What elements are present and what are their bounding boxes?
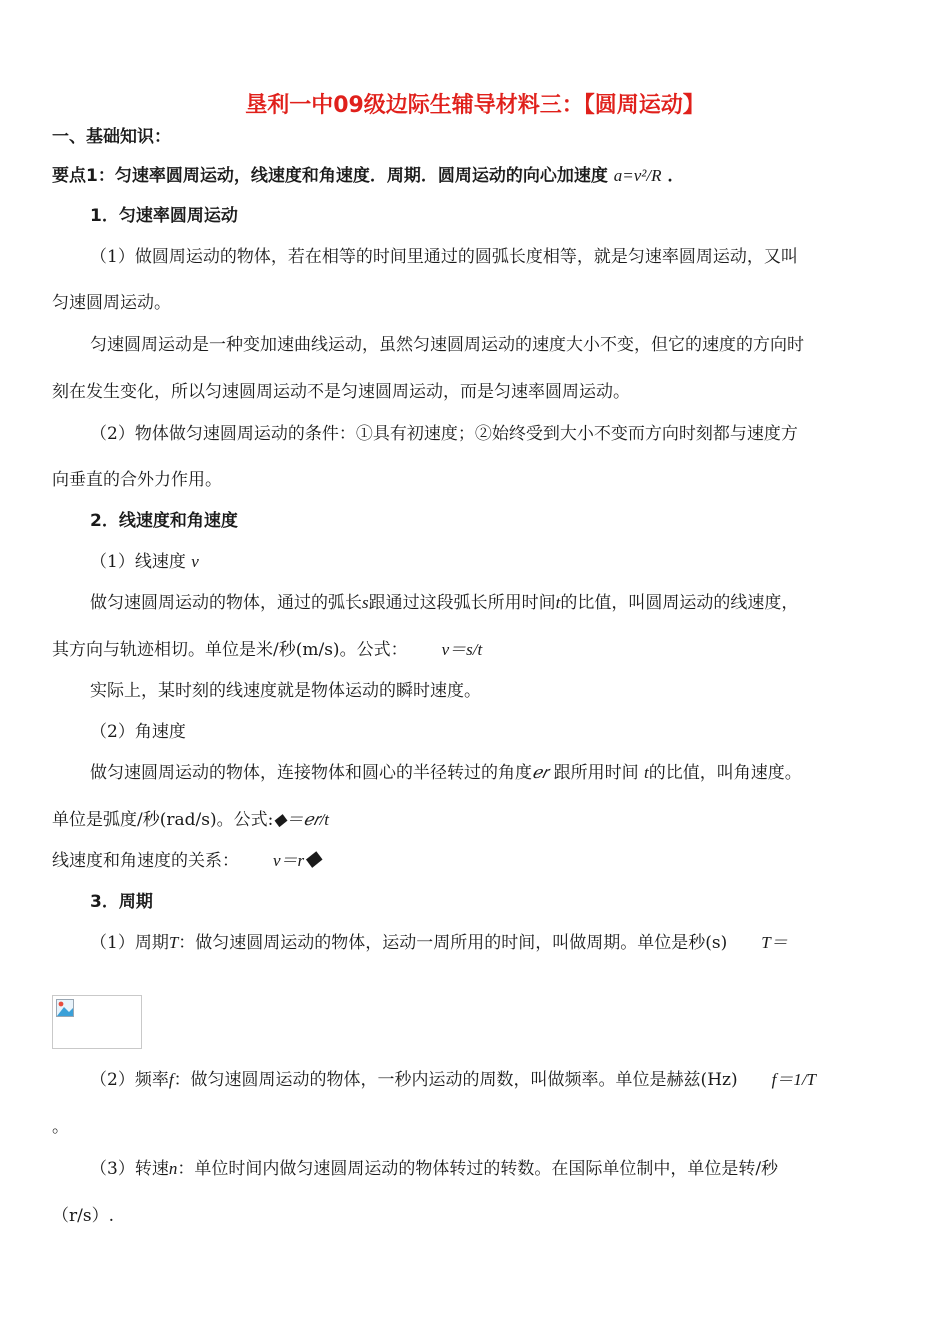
paragraph-line: 刻在发生变化，所以匀速圆周运动不是匀速圆周运动，而是匀速率圆周运动。 [52,382,630,402]
text-span: ：做匀速圆周运动的物体，运动一周所用的时间，叫做周期。单位是秒(s) [178,933,728,953]
key-point-1-end: ． [667,166,685,186]
symbol-n: n [168,1159,178,1178]
subheading-velocity: 2．线速度和角速度 [90,511,238,531]
text-span: 线速度和角速度的关系： [52,851,239,871]
text-span: 其方向与轨迹相切。单位是米/秒(m/s)。公式： [52,640,408,660]
centripetal-formula: a=v²/R [613,166,662,185]
symbol-T: T [168,933,179,952]
subheading-period: 3．周期 [90,892,153,912]
text-span: （1）周期 [90,933,169,953]
formula-frequency: f＝1/T [771,1070,817,1089]
symbol-t: t [555,593,561,612]
section-heading-basics: 一、基础知识： [52,127,171,147]
paragraph-line: 。 [52,1117,69,1137]
paragraph-line: （r/s）. [52,1206,114,1226]
formula-period: T＝ [761,933,788,952]
symbol-v: v [191,552,199,571]
text-span: ：做匀速圆周运动的物体，一秒内运动的周数，叫做频率。单位是赫兹(Hz) [173,1070,738,1090]
text-span: 的比值，叫圆周运动的线速度， [560,593,799,613]
angular-velocity-heading: （2）角速度 [90,722,186,742]
paragraph-line [52,809,329,831]
symbol-angle: ℯ𝑟 [532,763,549,782]
paragraph-line [52,639,482,661]
formula-angular-velocity: ◆＝ℯ𝑟/t [273,810,330,829]
symbol-f: f [168,1070,174,1089]
text-span: 的比值，叫角速度。 [648,763,802,783]
paragraph-line: 匀速圆周运动是一种变加速曲线运动，虽然匀速圆周运动的速度大小不变，但它的速度的方向时 [90,335,804,355]
text-span: （2）频率 [90,1070,169,1090]
broken-image-icon [56,999,74,1017]
paragraph-line: 向垂直的合外力作用。 [52,470,222,490]
formula-velocity-relation: v＝r◆ [273,851,322,870]
paragraph-line [90,1069,816,1091]
paragraph-line [90,592,798,614]
linear-velocity-label: （1）线速度 [90,552,186,572]
symbol-t: t [643,763,649,782]
linear-velocity-heading [90,551,199,573]
formula-image-placeholder [52,995,142,1049]
paragraph-line: （1）做圆周运动的物体，若在相等的时间里通过的圆弧长度相等，就是匀速率圆周运动，又叫 [90,247,798,267]
subheading-uniform-circular: 1．匀速率圆周运动 [90,206,238,226]
formula-linear-velocity: v＝s/t [441,640,483,659]
paragraph-line [90,762,802,784]
key-point-1-text: 要点1：匀速率圆周运动，线速度和角速度．周期．圆周运动的向心加速度 [52,166,608,186]
paragraph-line: （2）物体做匀速圆周运动的条件：①具有初速度；②始终受到大小不变而方向时刻都与速度方 [90,424,798,444]
paragraph-line [90,932,788,954]
paragraph-line [90,1158,778,1180]
symbol-s: s [362,593,369,612]
text-span: 做匀速圆周运动的物体，通过的弧长 [90,593,362,613]
text-span: 跟通过这段弧长所用时间 [368,593,556,613]
text-span: 跟所用时间 [553,763,639,783]
paragraph-line: 实际上，某时刻的线速度就是物体运动的瞬时速度。 [90,681,481,701]
text-span: ：单位时间内做匀速圆周运动的物体转过的转数。在国际单位制中，单位是转/秒 [177,1159,779,1179]
text-span: 单位是弧度/秒(rad/s)。公式: [52,810,274,830]
document-title: 垦利一中09级边际生辅导材料三：【圆周运动】 [245,93,705,118]
key-point-1 [52,165,684,187]
paragraph-line: 匀速圆周运动。 [52,293,171,313]
paragraph-line [52,850,321,872]
text-span: 做匀速圆周运动的物体，连接物体和圆心的半径转过的角度 [90,763,532,783]
text-span: （3）转速 [90,1159,169,1179]
